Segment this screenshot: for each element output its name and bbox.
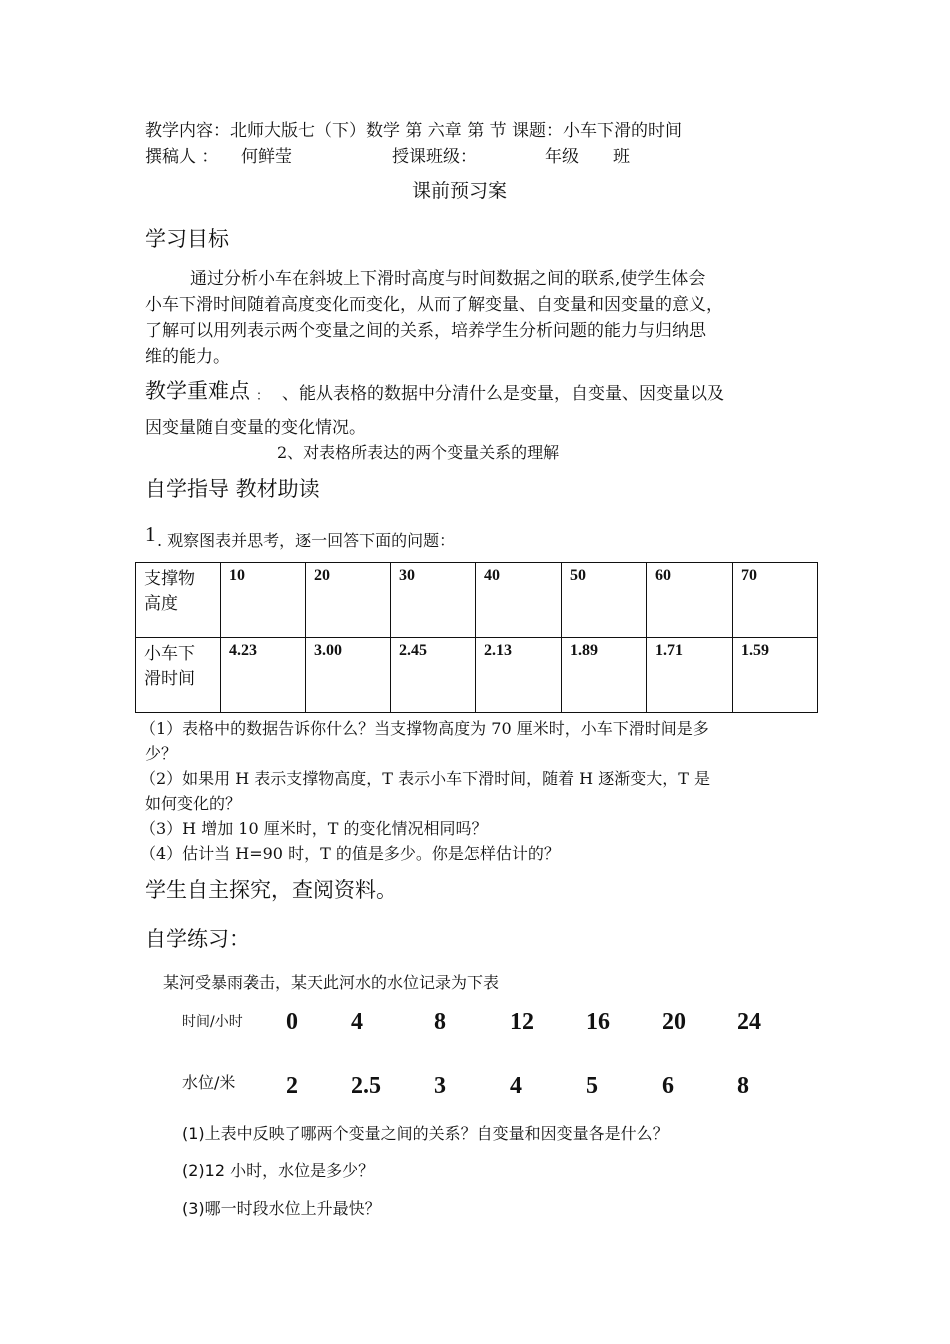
row-label-height bbox=[136, 563, 221, 638]
goals-heading: 学习目标 bbox=[145, 227, 229, 251]
question-number: 1 bbox=[145, 522, 156, 546]
time-label: 时间/小时 bbox=[182, 1014, 243, 1030]
time-value: 8 bbox=[434, 1009, 446, 1035]
table-row-time bbox=[136, 638, 818, 713]
row-label-time bbox=[136, 638, 221, 713]
time-value: 0 bbox=[286, 1009, 298, 1035]
level-value: 2.5 bbox=[351, 1073, 381, 1099]
time-value: 16 bbox=[586, 1009, 610, 1035]
question-4: （4）估计当 H=90 时，T 的值是多少。你是怎样估计的？ bbox=[140, 844, 560, 863]
practice-question-3: (3)哪一时段水位上升最快？ bbox=[182, 1199, 381, 1218]
key-points-line-1: 、能从表格的数据中分清什么是变量，自变量、因变量以及 bbox=[282, 384, 724, 404]
goals-line-3: 了解可以用列表示两个变量之间的关系，培养学生分析问题的能力与归纳思 bbox=[145, 321, 706, 341]
key-points-heading: 教学重难点 bbox=[145, 379, 250, 403]
author-label: 撰稿人 ： bbox=[145, 147, 219, 167]
author-name: 何鲜莹 bbox=[241, 147, 292, 167]
row-label-height-line-2: 高度 bbox=[144, 594, 178, 614]
table-cell: 20 bbox=[306, 563, 391, 638]
table-cell: 60 bbox=[647, 563, 733, 638]
table-cell: 40 bbox=[476, 563, 562, 638]
level-label: 水位/米 bbox=[182, 1073, 236, 1092]
key-points-line-3: 2、对表格所表达的两个变量关系的理解 bbox=[277, 443, 560, 462]
table-cell: 4.23 bbox=[221, 638, 306, 713]
practice-heading: 自学练习： bbox=[145, 927, 250, 951]
question-3: （3）H 增加 10 厘米时，T 的变化情况相同吗？ bbox=[140, 819, 488, 838]
level-value: 4 bbox=[510, 1073, 522, 1099]
table-cell: 10 bbox=[221, 563, 306, 638]
practice-question-1: (1)上表中反映了哪两个变量之间的关系？自变量和因变量各是什么？ bbox=[182, 1124, 669, 1143]
level-value: 3 bbox=[434, 1073, 446, 1099]
page-title: 课前预习案 bbox=[412, 180, 508, 202]
level-value: 6 bbox=[662, 1073, 674, 1099]
table-cell: 30 bbox=[391, 563, 476, 638]
table-cell: 1.71 bbox=[647, 638, 733, 713]
time-value: 4 bbox=[351, 1009, 363, 1035]
explore-heading: 学生自主探究，查阅资料。 bbox=[145, 878, 397, 902]
level-value: 2 bbox=[286, 1073, 298, 1099]
level-value: 5 bbox=[586, 1073, 598, 1099]
goals-line-1: 通过分析小车在斜坡上下滑时高度与时间数据之间的联系,使学生体会 bbox=[190, 269, 706, 289]
row-label-time-line-2: 滑时间 bbox=[144, 669, 195, 689]
table-cell: 1.89 bbox=[562, 638, 647, 713]
question-2a: （2）如果用 H 表示支撑物高度，T 表示小车下滑时间，随着 H 逐渐变大，T 是 bbox=[140, 769, 710, 788]
practice-question-2: (2)12 小时，水位是多少？ bbox=[182, 1161, 375, 1180]
time-value: 12 bbox=[510, 1009, 534, 1035]
table-cell: 50 bbox=[562, 563, 647, 638]
level-value: 8 bbox=[737, 1073, 749, 1099]
table-cell: 2.45 bbox=[391, 638, 476, 713]
key-points-colon: ： bbox=[256, 389, 270, 404]
header-line-1: 教学内容：北师大版七（下）数学 第 六章 第 节 课题：小车下滑的时间 bbox=[145, 121, 683, 141]
guide-heading: 自学指导 教材助读 bbox=[145, 477, 320, 501]
row-label-height-line-1: 支撑物 bbox=[144, 569, 195, 589]
class-label: 授课班级： bbox=[392, 147, 477, 167]
time-value: 20 bbox=[662, 1009, 686, 1035]
table-cell: 70 bbox=[733, 563, 818, 638]
question-text: . 观察图表并思考，逐一回答下面的问题： bbox=[157, 531, 456, 550]
question-1b: 少？ bbox=[145, 744, 178, 763]
practice-intro: 某河受暴雨袭击，某天此河水的水位记录为下表 bbox=[163, 973, 500, 992]
table-cell: 3.00 bbox=[306, 638, 391, 713]
row-label-time-line-1: 小车下 bbox=[144, 644, 195, 664]
table-row-height bbox=[136, 563, 818, 638]
time-value: 24 bbox=[737, 1009, 761, 1035]
height-time-table bbox=[135, 562, 818, 713]
question-1a: （1）表格中的数据告诉你什么？当支撑物高度为 70 厘米时，小车下滑时间是多 bbox=[140, 719, 709, 738]
grade-label: 年级 bbox=[545, 147, 579, 167]
goals-line-4: 维的能力。 bbox=[145, 347, 230, 367]
table-cell: 1.59 bbox=[733, 638, 818, 713]
goals-line-2: 小车下滑时间随着高度变化而变化，从而了解变量、自变量和因变量的意义， bbox=[145, 295, 723, 315]
class-unit-label: 班 bbox=[613, 147, 630, 167]
key-points-line-2: 因变量随自变量的变化情况。 bbox=[145, 418, 366, 438]
table-cell: 2.13 bbox=[476, 638, 562, 713]
question-2b: 如何变化的？ bbox=[145, 794, 242, 813]
